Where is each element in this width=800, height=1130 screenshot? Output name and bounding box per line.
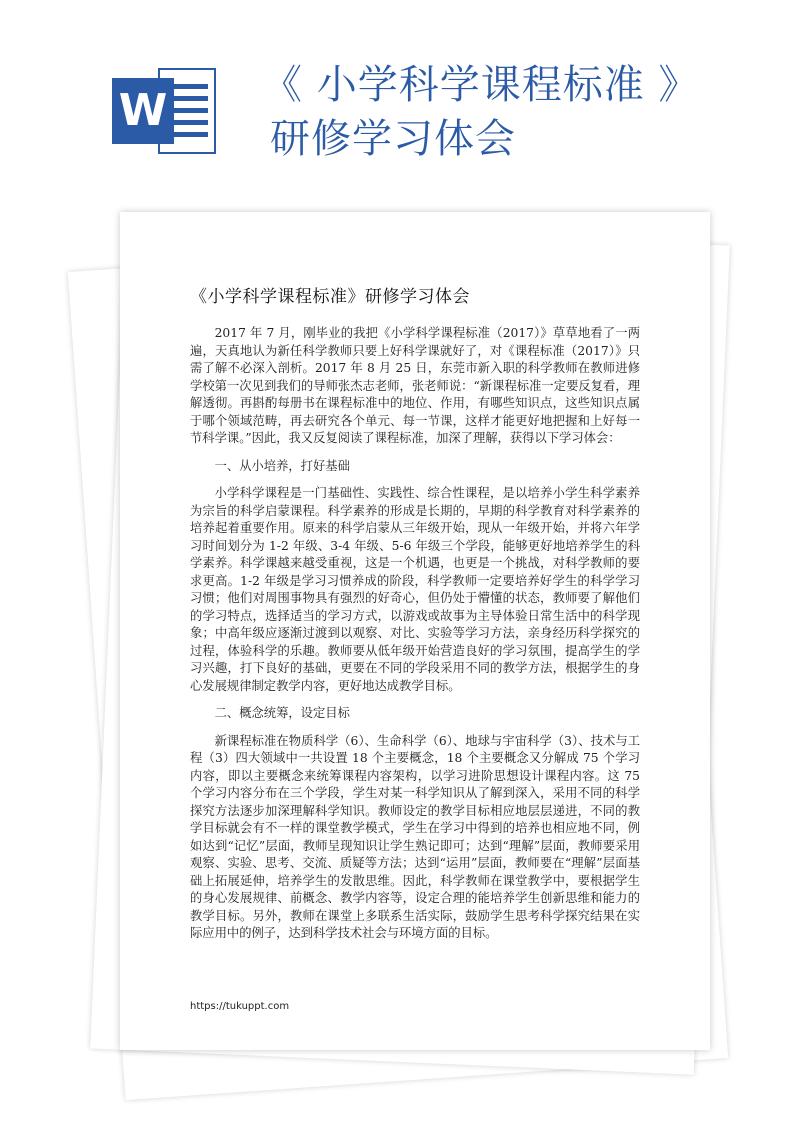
word-w-letter: W [112,78,174,144]
paragraph-section-2: 新课程标准在物质科学（6）、生命科学（6）、地球与宇宙科学（3）、技术与工程（3）四大领域中一共设置 18 个主要概念，18 个主要概念又分解成 75 个学习内容，即以主要概念来统筹课程内容架构，以学习进阶思想设计课程内容。这 75 个学习内容分布在三个学段，学生对某一科学知识从了解到深入，采用不同的科学探究方法逐步加深理解科学知识。教师设定的教学目标相应地层层递进，不同的教学目标就会有不一样的课堂教学模式，学生在学习中得到的培养也相应地不同，例如达到“记忆”层面，教师呈现知识让学生熟记即可；达到“理解”层面，教师要采用观察、实验、思考、交流、质疑等方法；达到“运用”层面，教师要在“理解”层面基础上拓展延伸，培养学生的发散思维。因此，科学教师在课堂教学中，要根据学生的身心发展规律、前概念、教学内容等，设定合理的能培养学生创新思维和能力的教学目标。另外，教师在课堂上多联系生活实际，鼓励学生思考科学探究结果在实际应用中的例子，达到科学技术社会与环境方面的目标。 [190,733,640,940]
banner-title-line1: 《 小学科学课程标准 》 [262,62,700,108]
banner-title-line2: 研修学习体会 [270,116,516,162]
document-title: 《小学科学课程标准》研修学习体会 [190,287,470,307]
banner-title [262,58,699,166]
paragraph-intro: 2017 年 7 月，刚毕业的我把《小学科学课程标准（2017）》草草地看了一两遍，天真地认为新任科学教师只要上好科学课就好了，对《课程标准（2017）》只需了解不必深入剖析。2017 年 8 月 25 日，东莞市新入职的科学教师在教师进修学校第一次见到我们的导师张杰志老师，张老师说：“新课程标准一定要反复看，理解透彻。再斟酌每册书在课程标准中的地位、作用，有哪些知识点，这些知识点属于哪个领域范畴，再去研究各个单元、每一节课，这样才能更好地把握和上好每一节科学课。”因此，我又反复阅读了课程标准，加深了理解，获得以下学习体会： [190,326,640,445]
banner [0,0,800,200]
paragraph-section-1: 小学科学课程是一门基础性、实践性、综合性课程，是以培养小学生科学素养为宗旨的科学启蒙课程。科学素养的形成是长期的，早期的科学教育对科学素养的培养起着重要作用。原来的科学启蒙从三年级开始，现从一年级开始，并将六年学习时间划分为 1-2 年级、3-4 年级、5-6 年级三个学段，能够更好地培养学生的科学素养。科学课越来越受重视，这是一个机遇，也更是一个挑战，对科学教师的要求更高。1-2 年级是学习习惯养成的阶段，科学教师一定要培养好学生的科学学习习惯；他们对周围事物具有强烈的好奇心，但仍处于懵懂的状态，教师要了解他们的学习特点，选择适当的学习方式，以游戏或故事为主导体验日常生活中的科学现象；中高年级应逐渐过渡到以观察、对比、实验等学习方法，亲身经历科学探究的过程，体验科学的乐趣。教师要从低年级开始营造良好的学习氛围，提高学生的学习兴趣，打下良好的基础，更要在不同的学段采用不同的教学方法，根据学生的身心发展规律制定教学内容，更好地达成教学目标。 [190,486,640,693]
footer-url: https://tukuppt.com [190,1001,290,1012]
section-heading-2: 二、概念统筹，设定目标 [214,706,350,720]
document-page [120,212,710,1050]
word-logo-icon [112,68,216,154]
section-heading-1: 一、从小培养，打好基础 [214,458,350,473]
